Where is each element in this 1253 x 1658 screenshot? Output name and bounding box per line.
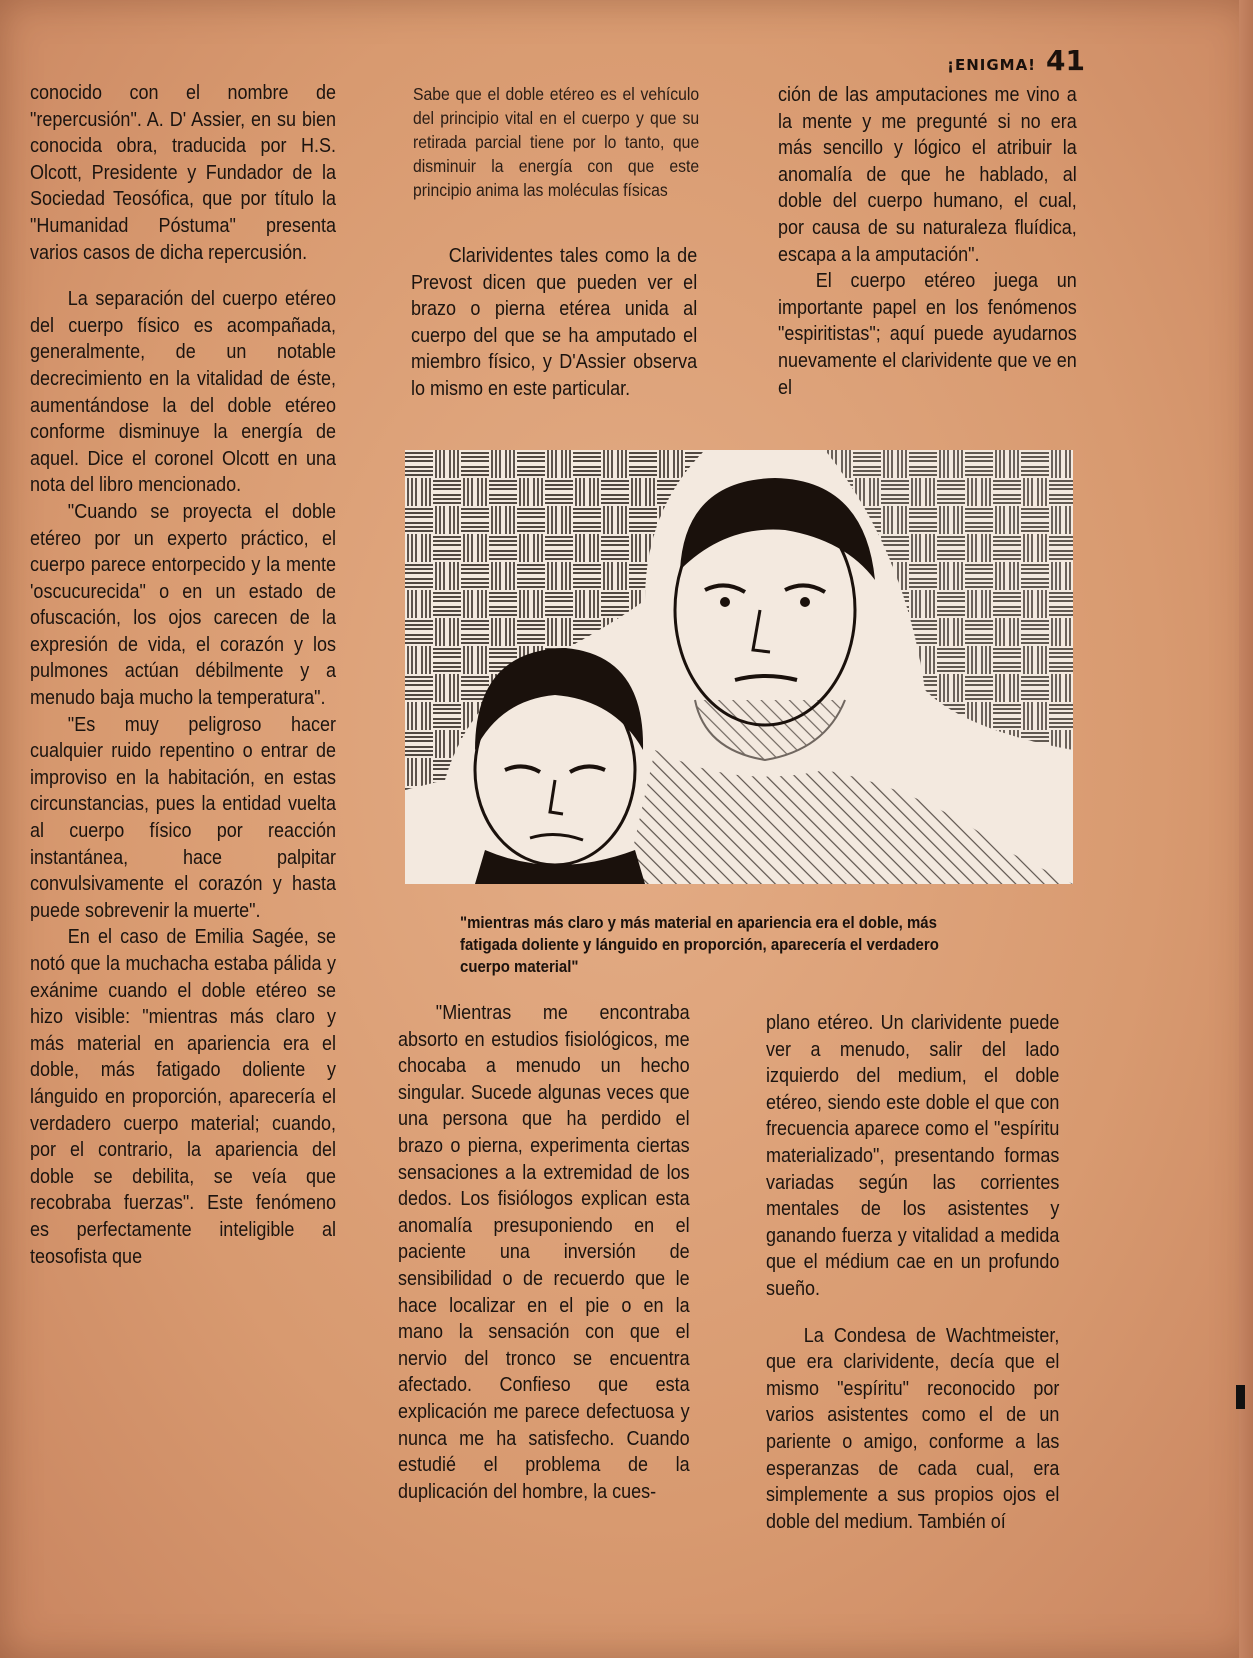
paragraph: Clarividentes tales como la de Prevost dicen que pueden ver el brazo o pierna etérea unida al cuerpo del que se ha amputado el miembro físico, y D'Assier observa lo mismo en este particular. [411, 245, 698, 400]
paragraph: plano etéreo. Un clarividente puede ver a menudo, salir del lado izquierdo del medium, el doble etéreo, siendo este doble el que con frecuencia aparece como el "espíritu materializado", presentando formas variadas según las corrientes mentales de los asistentes y ganando fuerza y vitalidad a medida que el médium cae en un profundo sueño. [766, 1012, 1060, 1300]
column-left [30, 80, 336, 1270]
page-number: 41 [1046, 44, 1085, 77]
column-middle-bottom [398, 1000, 690, 1505]
illustration-caption: "mientras más claro y más material en apariencia era el doble, más fatigada doliente y lánguido en proporción, aparecería el verdadero cuerpo material" [460, 913, 939, 976]
paragraph: "Cuando se proyecta el doble etéreo por un experto práctico, el cuerpo parece entorpecido y la mente 'oscucurecida" o en un estado de ofuscación, los ojos carecen de la expresión de vida, el corazón y los pulmones actúan débilmente y a menudo baja mucho la temperatura". [30, 500, 337, 710]
paragraph: En el caso de Emilia Sagée, se notó que la muchacha estaba pálida y exánime cuando el doble etéreo se hizo visible: "mientras más claro y más material en apariencia era el doble, más fatigado doliente y lánguido en proporción, aparecería el verdadero cuerpo material; cuando, por el contrario, la apariencia del doble se debilita, se veía que recobraba fuerzas". Este fenómeno es perfectamente inteligible al teosofista que [30, 926, 337, 1268]
paragraph: conocido con el nombre de "repercusión". A. D' Assier, en su bien conocida obra, traducida por H.S. Olcott, Presidente y Fundador de la Sociedad Teosófica, que por título la "Humanidad Póstuma" presenta varios casos de dicha repercusión. [30, 82, 336, 264]
column-right-top [778, 82, 1077, 401]
paragraph: Sabe que el doble etéreo es el vehículo del principio vital en el cuerpo y que su retirada parcial tiene por lo tanto, que disminuir la energía con que este principio anima las moléculas físicas [413, 84, 700, 200]
paragraph: El cuerpo etéreo juega un importante papel en los fenómenos "espiritistas"; aquí puede ayudarnos nuevamente el clarividente que ve en el [778, 270, 1077, 399]
paragraph: "Es muy peligroso hacer cualquier ruido repentino o entrar de improviso en la habitación, en estas circunstancias, pues la entidad vuelta al cuerpo físico por reacción instantánea, hace palpitar convulsivamente el corazón y hasta puede sobrevenir la muerte". [30, 713, 337, 922]
page-header [947, 44, 1085, 77]
column-middle-top [413, 82, 699, 202]
magazine-title: ¡ENIGMA! [947, 56, 1037, 74]
paragraph: "Mientras me encontraba absorto en estudios fisiológicos, me chocaba a menudo un hecho singular. Sucede algunas veces que una persona que ha perdido el brazo o pierna, experimenta ciertas sensaciones a la extremidad de los dedos. Los fisiólogos explican esta anomalía presuponiendo en el paciente una inversión de sensibilidad o de recuerdo que le hace localizar en el pie o en la mano la sensación con que el nervio del tronco se encuentra afectado. Confieso que esta explicación me parece defectuosa y nunca me ha satisfecho. Cuando estudié el problema de la duplicación del hombre, la cues- [398, 1002, 690, 1503]
woodcut-illustration [405, 450, 1073, 884]
paragraph: La separación del cuerpo etéreo del cuerpo físico es acompañada, generalmente, de un notable decrecimiento en la vitalidad de éste, aumentándose la del doble etéreo conforme disminuye la energía de aquel. Dice el coronel Olcott en una nota del libro mencionado. [30, 288, 337, 497]
page-edge [1239, 0, 1253, 1658]
edge-mark [1236, 1385, 1245, 1409]
paragraph: La Condesa de Wachtmeister, que era clarividente, decía que el mismo "espíritu" reconocido por varios asistentes como el de un pariente o amigo, conforme a las esperanzas de cada cual, era simplemente a sus propios ojos el doble del medium. También oí [766, 1324, 1060, 1533]
column-right-bottom [766, 1010, 1059, 1535]
illustration-two-faces [405, 450, 1073, 884]
paragraph: ción de las amputaciones me vino a la mente y me pregunté si no era más sencillo y lógico el atribuir la anomalía de que he hablado, al doble del cuerpo humano, el cual, por causa de su naturaleza fluídica, escapa a la amputación". [778, 84, 1077, 266]
column-middle-continued [411, 243, 697, 403]
